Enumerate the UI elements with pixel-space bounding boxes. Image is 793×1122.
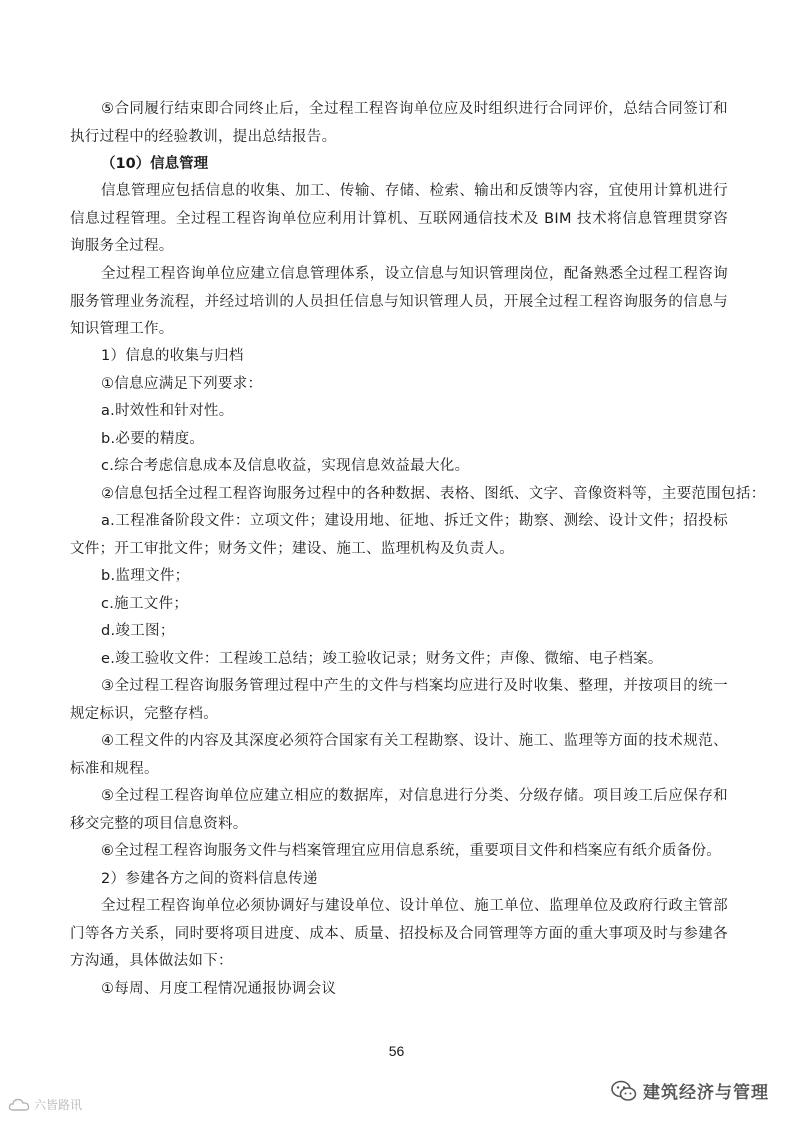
list-item: b.监理文件； xyxy=(101,568,190,584)
list-item: c.施工文件； xyxy=(101,596,189,612)
paragraph-information-management-system: 全过程工程咨询单位应建立信息管理体系，设立信息与知识管理岗位，配备熟悉全过程工程咨询服务管理业务流程，并经过培训的人员担任信息与知识管理人员，开展全过程工程咨询服务的信息与知识管理工作。 xyxy=(70,266,728,337)
paragraph-preparation-documents: a.工程准备阶段文件：立项文件；建设用地、征地、拆迁文件；勘察、测绘、设计文件；招投标文件；开工审批文件；财务文件；建设、施工、监理机构及负责人。 xyxy=(70,513,728,557)
paragraph-document-standards: ④工程文件的内容及其深度必须符合国家有关工程勘察、设计、施工、监理等方面的技术规范、标准和规程。 xyxy=(70,733,728,777)
cloud-icon xyxy=(8,1097,30,1113)
list-item: d.竣工图； xyxy=(101,623,175,639)
paragraph-archiving: ③全过程工程咨询服务管理过程中产生的文件与档案均应进行及时收集、整理，并按项目的统一规定标识，完整存档。 xyxy=(70,678,728,722)
page-number: 56 xyxy=(388,1043,405,1059)
watermark-account xyxy=(611,1078,769,1103)
watermark-source xyxy=(8,1096,82,1113)
list-item: e.竣工验收文件：工程竣工总结；竣工验收记录；财务文件；声像、微缩、电子档案。 xyxy=(101,651,663,667)
paragraph-coordination: 全过程工程咨询单位必须协调好与建设单位、设计单位、施工单位、监理单位及政府行政主管部门等各方关系，同时要将项目进度、成本、质量、招投标及合同管理等方面的重大事项及时与参建各方沟通，具体做法如下： xyxy=(70,898,728,969)
paragraph-contract-evaluation: ⑤合同履行结束即合同终止后，全过程工程咨询单位应及时组织进行合同评价，总结合同签订和执行过程中的经验教训，提出总结报告。 xyxy=(70,101,728,145)
paragraph-information-management-scope: 信息管理应包括信息的收集、加工、传输、存储、检索、输出和反馈等内容，宜使用计算机进行信息过程管理。全过程工程咨询单位应利用计算机、互联网通信技术及 BIM 技术将信息管理贯穿咨询服务全过程。 xyxy=(70,183,728,254)
paragraph-database: ⑤全过程工程咨询单位应建立相应的数据库，对信息进行分类、分级存储。项目竣工后应保存和移交完整的项目信息资料。 xyxy=(70,788,728,832)
section-heading-information-management: （10）信息管理 xyxy=(101,156,209,172)
wechat-icon xyxy=(611,1080,637,1102)
subheading-information-transfer: 2）参建各方之间的资料信息传递 xyxy=(101,871,318,887)
watermark-account-name: 建筑经济与管理 xyxy=(643,1083,769,1103)
watermark-source-name: 六皆路讯 xyxy=(34,1098,83,1112)
list-item: ①信息应满足下列要求： xyxy=(101,376,263,392)
list-item: ①每周、月度工程情况通报协调会议 xyxy=(101,981,337,997)
list-item: ⑥全过程工程咨询服务文件与档案管理宜应用信息系统，重要项目文件和档案应有纸介质备份。 xyxy=(101,843,722,859)
list-item: b.必要的精度。 xyxy=(101,431,205,447)
list-item: a.时效性和针对性。 xyxy=(101,403,234,419)
subheading-collection-archiving: 1）信息的收集与归档 xyxy=(101,348,244,364)
list-item: c.综合考虑信息成本及信息收益，实现信息效益最大化。 xyxy=(101,458,470,474)
list-item: ②信息包括全过程工程咨询服务过程中的各种数据、表格、图纸、文字、音像资料等，主要范围包括： xyxy=(101,486,766,502)
